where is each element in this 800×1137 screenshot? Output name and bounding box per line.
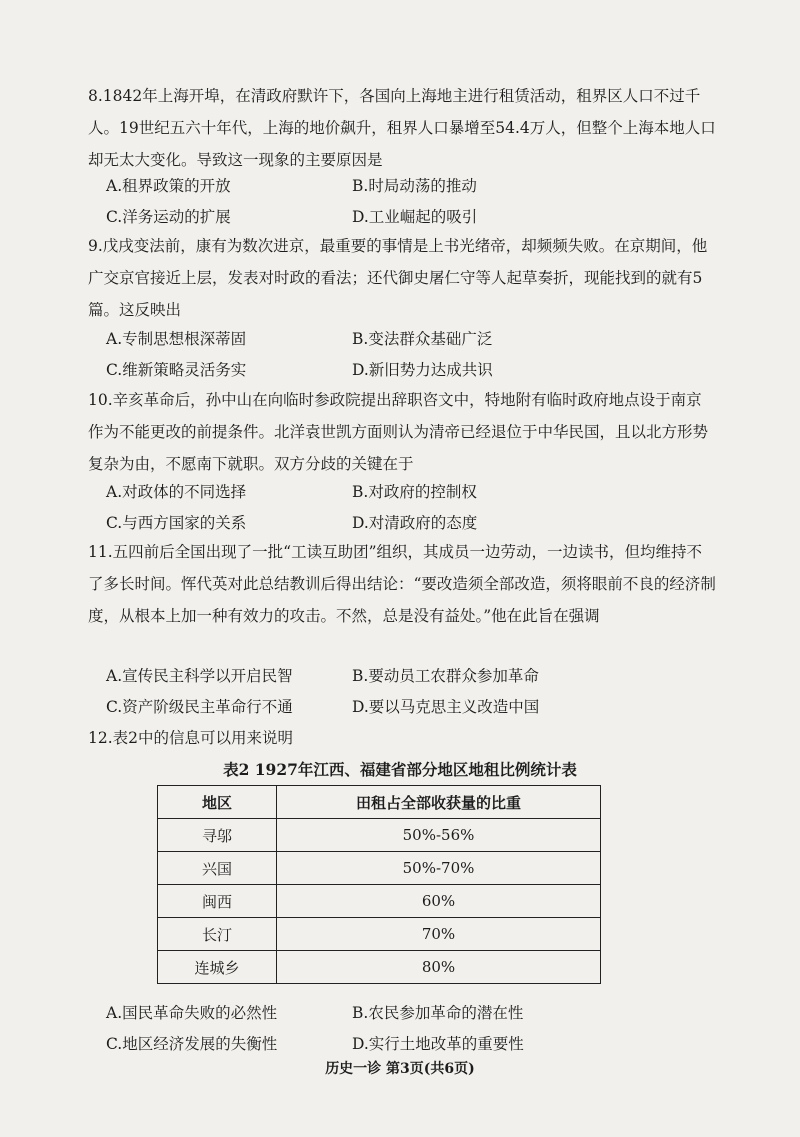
header-region: 地区: [158, 786, 277, 819]
option-b[interactable]: B.对政府的控制权: [352, 483, 477, 501]
question-8-stem: 8.1842年上海开埠，在清政府默许下，各国向上海地主进行租赁活动，租界区人口不过千人。19世纪五六十年代，上海的地价飙升，租界人口暴增至54.4万人，但整个上海本地人口却无太大变化。导致这一现象的主要原因是: [88, 87, 716, 169]
option-d[interactable]: D.对清政府的态度: [352, 514, 478, 532]
region-cell: 寻邬: [158, 819, 277, 852]
rent-cell: 60%: [277, 885, 601, 918]
option-a[interactable]: A.专制思想根深蒂固: [106, 330, 247, 348]
table-row: [158, 819, 601, 852]
region-cell: 兴国: [158, 852, 277, 885]
question-10-stem: 10.辛亥革命后，孙中山在向临时参政院提出辞职咨文中，特地附有临时政府地点设于南京作为不能更改的前提条件。北洋袁世凯方面则认为清帝已经退位于中华民国，且以北方形势复杂为由，不愿南下就职。双方分歧的关键在于: [88, 391, 709, 473]
question-9-stem: 9.戊戌变法前，康有为数次进京，最重要的事情是上书光绪帝，却频频失败。在京期间，他广交京官接近上层，发表对时政的看法；还代御史屠仁守等人起草奏折，现能找到的就有5篇。这反映出: [88, 237, 708, 319]
page-footer: 历史一诊 第3页(共6页): [325, 1061, 475, 1077]
option-d[interactable]: D.工业崛起的吸引: [352, 208, 478, 226]
option-a[interactable]: A.对政体的不同选择: [106, 483, 247, 501]
question-12-stem: 12.表2中的信息可以用来说明: [88, 729, 294, 747]
question-11-options: [106, 661, 706, 723]
option-a[interactable]: A.宣传民主科学以开启民智: [106, 667, 293, 685]
question-8-options: [106, 171, 706, 233]
option-b[interactable]: B.时局动荡的推动: [352, 177, 477, 195]
question-10-options: [106, 477, 706, 539]
option-d[interactable]: D.新旧势力达成共识: [352, 361, 493, 379]
table-title: 表2 1927年江西、福建省部分地区地租比例统计表: [223, 760, 577, 779]
region-cell: 长汀: [158, 918, 277, 951]
table-row: [158, 951, 601, 984]
option-a[interactable]: A.国民革命失败的必然性: [106, 1004, 278, 1022]
header-rent-share: 田租占全部收获量的比重: [277, 786, 601, 819]
question-11-stem: 11.五四前后全国出现了一批“工读互助团”组织，其成员一边劳动，一边读书，但均维持不了多长时间。恽代英对此总结教训后得出结论：“要改造须全部改造，须将眼前不良的经济制度，从根本上加一种有效力的攻击。不然，总是没有益处。”他在此旨在强调: [88, 543, 716, 625]
option-b[interactable]: B.变法群众基础广泛: [352, 330, 493, 348]
option-a[interactable]: A.租界政策的开放: [106, 177, 231, 195]
rent-cell: 70%: [277, 918, 601, 951]
region-cell: 闽西: [158, 885, 277, 918]
question-12-options: [106, 998, 706, 1060]
rent-table: [157, 785, 601, 984]
table-header-row: [158, 786, 601, 819]
option-c[interactable]: C.与西方国家的关系: [106, 514, 247, 532]
option-b[interactable]: B.要动员工农群众参加革命: [352, 667, 539, 685]
option-c[interactable]: C.洋务运动的扩展: [106, 208, 231, 226]
rent-cell: 50%-56%: [277, 819, 601, 852]
option-d[interactable]: D.要以马克思主义改造中国: [352, 698, 540, 716]
option-b[interactable]: B.农民参加革命的潜在性: [352, 1004, 524, 1022]
question-9-options: [106, 324, 706, 386]
rent-cell: 80%: [277, 951, 601, 984]
option-c[interactable]: C.维新策略灵活务实: [106, 361, 247, 379]
option-d[interactable]: D.实行土地改革的重要性: [352, 1035, 524, 1053]
table-row: [158, 885, 601, 918]
table-row: [158, 918, 601, 951]
option-c[interactable]: C.资产阶级民主革命行不通: [106, 698, 293, 716]
table-row: [158, 852, 601, 885]
option-c[interactable]: C.地区经济发展的失衡性: [106, 1035, 278, 1053]
region-cell: 连城乡: [158, 951, 277, 984]
rent-cell: 50%-70%: [277, 852, 601, 885]
